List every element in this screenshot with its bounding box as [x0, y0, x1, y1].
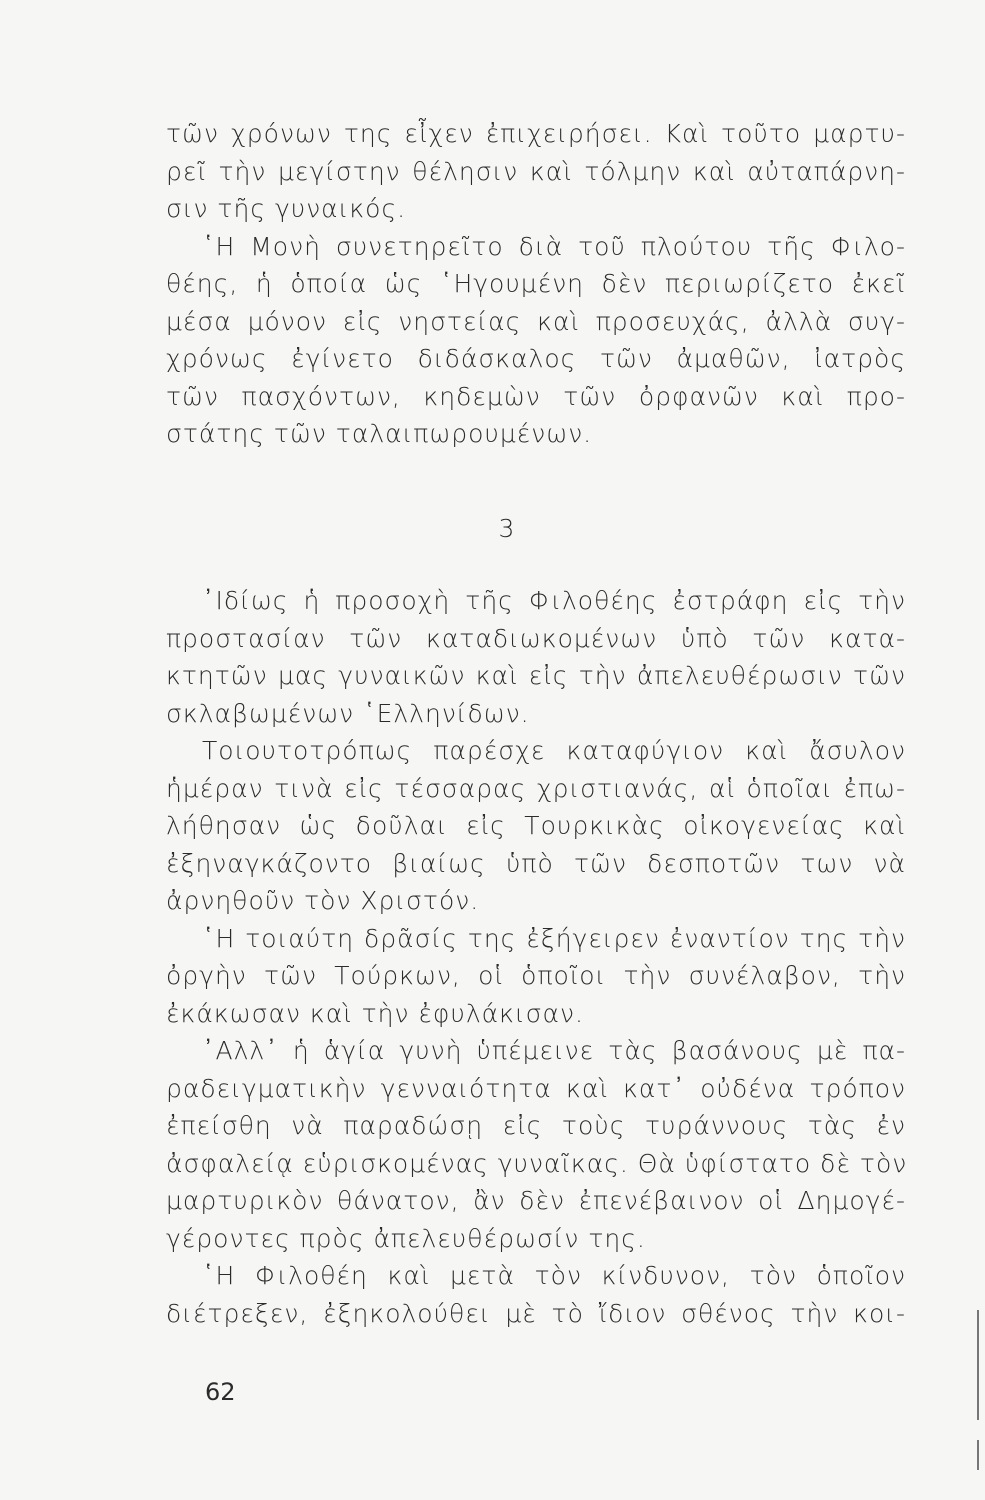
text-line: λήθησαν ὡς δοῦλαι εἰς Τουρκικὰς οἰκογενείας καὶ — [166, 811, 906, 840]
text-line: θέης, ἡ ὁποία ὡς ῾Ηγουμένη δὲν περιωρίζετο ἐκεῖ — [166, 269, 906, 298]
text-line: διέτρεξεν, ἐξηκολούθει μὲ τὸ ἴδιον σθένος τὴν κοι- — [166, 1298, 906, 1328]
text-line: ρεῖ τὴν μεγίστην θέλησιν καὶ τόλμην καὶ αὐταπάρνη- — [166, 156, 906, 186]
text-line: ᾿Ιδίως ἡ προσοχὴ τῆς Φιλοθέης ἐστράφη εἰς τὴν — [202, 586, 906, 615]
text-line: χρόνως ἐγίνετο διδάσκαλος τῶν ἀμαθῶν, ἰατρὸς — [166, 344, 906, 373]
text-line: ὀργὴν τῶν Τούρκων, οἱ ὁποῖοι τὴν συνέλαβον, τὴν — [166, 961, 906, 990]
text-line: ἀσφαλείᾳ εὑρισκομένας γυναῖκας. Θὰ ὑφίστατο δὲ τὸν — [166, 1148, 908, 1178]
text-line: ἐπείσθη νὰ παραδώσῃ εἰς τοὺς τυράννους τὰς ἐν — [166, 1111, 906, 1140]
text-block-before-section — [166, 115, 906, 453]
text-line: τῶν χρόνων της εἶχεν ἐπιχειρήσει. Καὶ τοῦτο μαρτυ- — [166, 119, 906, 148]
text-line: ραδειγματικὴν γενναιότητα καὶ κατ᾿ οὐδένα τρόπον — [166, 1073, 906, 1103]
section-number: 3 — [498, 514, 515, 543]
text-line: ἐκάκωσαν καὶ τὴν ἐφυλάκισαν. — [166, 998, 584, 1028]
text-line: ᾿Αλλ᾿ ἡ ἁγία γυνὴ ὑπέμεινε τὰς βασάνους μὲ πα- — [202, 1036, 906, 1065]
text-line: σιν τῆς γυναικός. — [166, 194, 407, 223]
page-edge-mark — [977, 1440, 979, 1470]
text-line: ῾Η τοιαύτη δρᾶσίς της ἐξήγειρεν ἐναντίον της τὴν — [202, 923, 906, 953]
text-line: μέσα μόνον εἰς νηστείας καὶ προσευχάς, ἀλλὰ συγ- — [166, 306, 906, 336]
text-line: προστασίαν τῶν καταδιωκομένων ὑπὸ τῶν κατα- — [166, 623, 906, 653]
page-edge-mark — [977, 1310, 979, 1420]
text-line: Τοιουτοτρόπως παρέσχε καταφύγιον καὶ ἄσυλον — [202, 736, 906, 765]
text-line: ἡμέραν τινὰ εἰς τέσσαρας χριστιανάς, αἱ ὁποῖαι ἐπω- — [166, 773, 906, 803]
text-line: ἐξηναγκάζοντο βιαίως ὑπὸ τῶν δεσποτῶν των νὰ — [166, 848, 906, 878]
text-line: στάτης τῶν ταλαιπωρουμένων. — [166, 419, 593, 448]
text-line: σκλαβωμένων ῾Ελληνίδων. — [166, 698, 530, 728]
text-line: κτητῶν μας γυναικῶν καὶ εἰς τὴν ἀπελευθέρωσιν τῶν — [166, 661, 906, 690]
text-line: μαρτυρικὸν θάνατον, ἂν δὲν ἐπενέβαινον οἱ Δημογέ- — [166, 1186, 906, 1215]
text-line: ῾Η Φιλοθέη καὶ μετὰ τὸν κίνδυνον, τὸν ὁποῖον — [202, 1261, 906, 1290]
page-number: 62 — [205, 1378, 236, 1406]
text-block-section-3 — [166, 582, 906, 1332]
text-line: ἀρνηθοῦν τὸν Χριστόν. — [166, 886, 480, 915]
text-line: γέροντες πρὸς ἀπελευθέρωσίν της. — [166, 1223, 646, 1253]
text-line: ῾Η Μονὴ συνετηρεῖτο διὰ τοῦ πλούτου τῆς Φιλο- — [202, 231, 906, 261]
text-line: τῶν πασχόντων, κηδεμὼν τῶν ὀρφανῶν καὶ προ- — [166, 381, 906, 411]
